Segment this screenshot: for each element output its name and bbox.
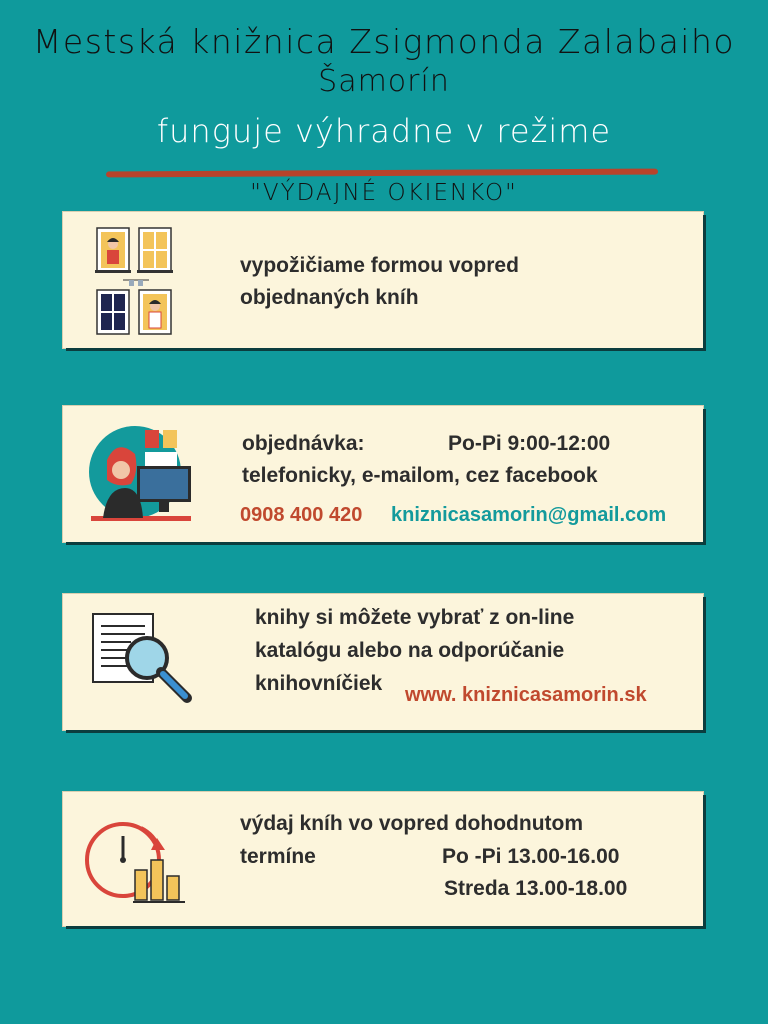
card1-line1: vypožičiame formou vopred bbox=[240, 254, 519, 277]
card-catalog bbox=[63, 594, 703, 730]
order-channels: telefonicky, e-mailom, cez facebook bbox=[242, 464, 598, 487]
subtitle: funguje výhradne v režime bbox=[156, 112, 612, 150]
card4-line1: výdaj kníh vo vopred dohodnutom bbox=[240, 812, 584, 835]
card3-line3: knihovníčiek bbox=[255, 672, 383, 695]
phone-operator-icon bbox=[85, 420, 197, 530]
library-title: Mestská knižnica Zsigmonda Zalabaiho bbox=[32, 22, 736, 61]
card-ordering bbox=[63, 406, 703, 542]
library-town: Šamorín bbox=[318, 64, 450, 99]
clock-chart-icon bbox=[81, 814, 191, 908]
windows-neighbors-icon bbox=[93, 226, 177, 336]
email-link[interactable]: kniznicasamorin@gmail.com bbox=[391, 504, 667, 526]
card3-line2: katalógu alebo na odporúčanie bbox=[255, 639, 565, 662]
pickup-hours-weekdays: Po -Pi 13.00-16.00 bbox=[442, 845, 620, 868]
card3-line1: knihy si môžete vybrať z on-line bbox=[255, 606, 575, 629]
card-pickup bbox=[63, 792, 703, 926]
card4-line2: termíne bbox=[240, 845, 316, 868]
website-link[interactable]: www. kniznicasamorin.sk bbox=[405, 684, 647, 706]
mode-label: "VÝDAJNÉ OKIENKO" bbox=[250, 180, 518, 206]
order-hours: Po-Pi 9:00-12:00 bbox=[448, 432, 611, 455]
card-borrowing bbox=[63, 212, 703, 348]
pickup-hours-wednesday: Streda 13.00-18.00 bbox=[444, 877, 628, 900]
subtitle-underline bbox=[106, 169, 658, 178]
document-magnifier-icon bbox=[91, 612, 195, 708]
phone-number[interactable]: 0908 400 420 bbox=[240, 504, 363, 526]
card1-line2: objednaných kníh bbox=[240, 286, 419, 309]
order-label: objednávka: bbox=[242, 432, 365, 455]
